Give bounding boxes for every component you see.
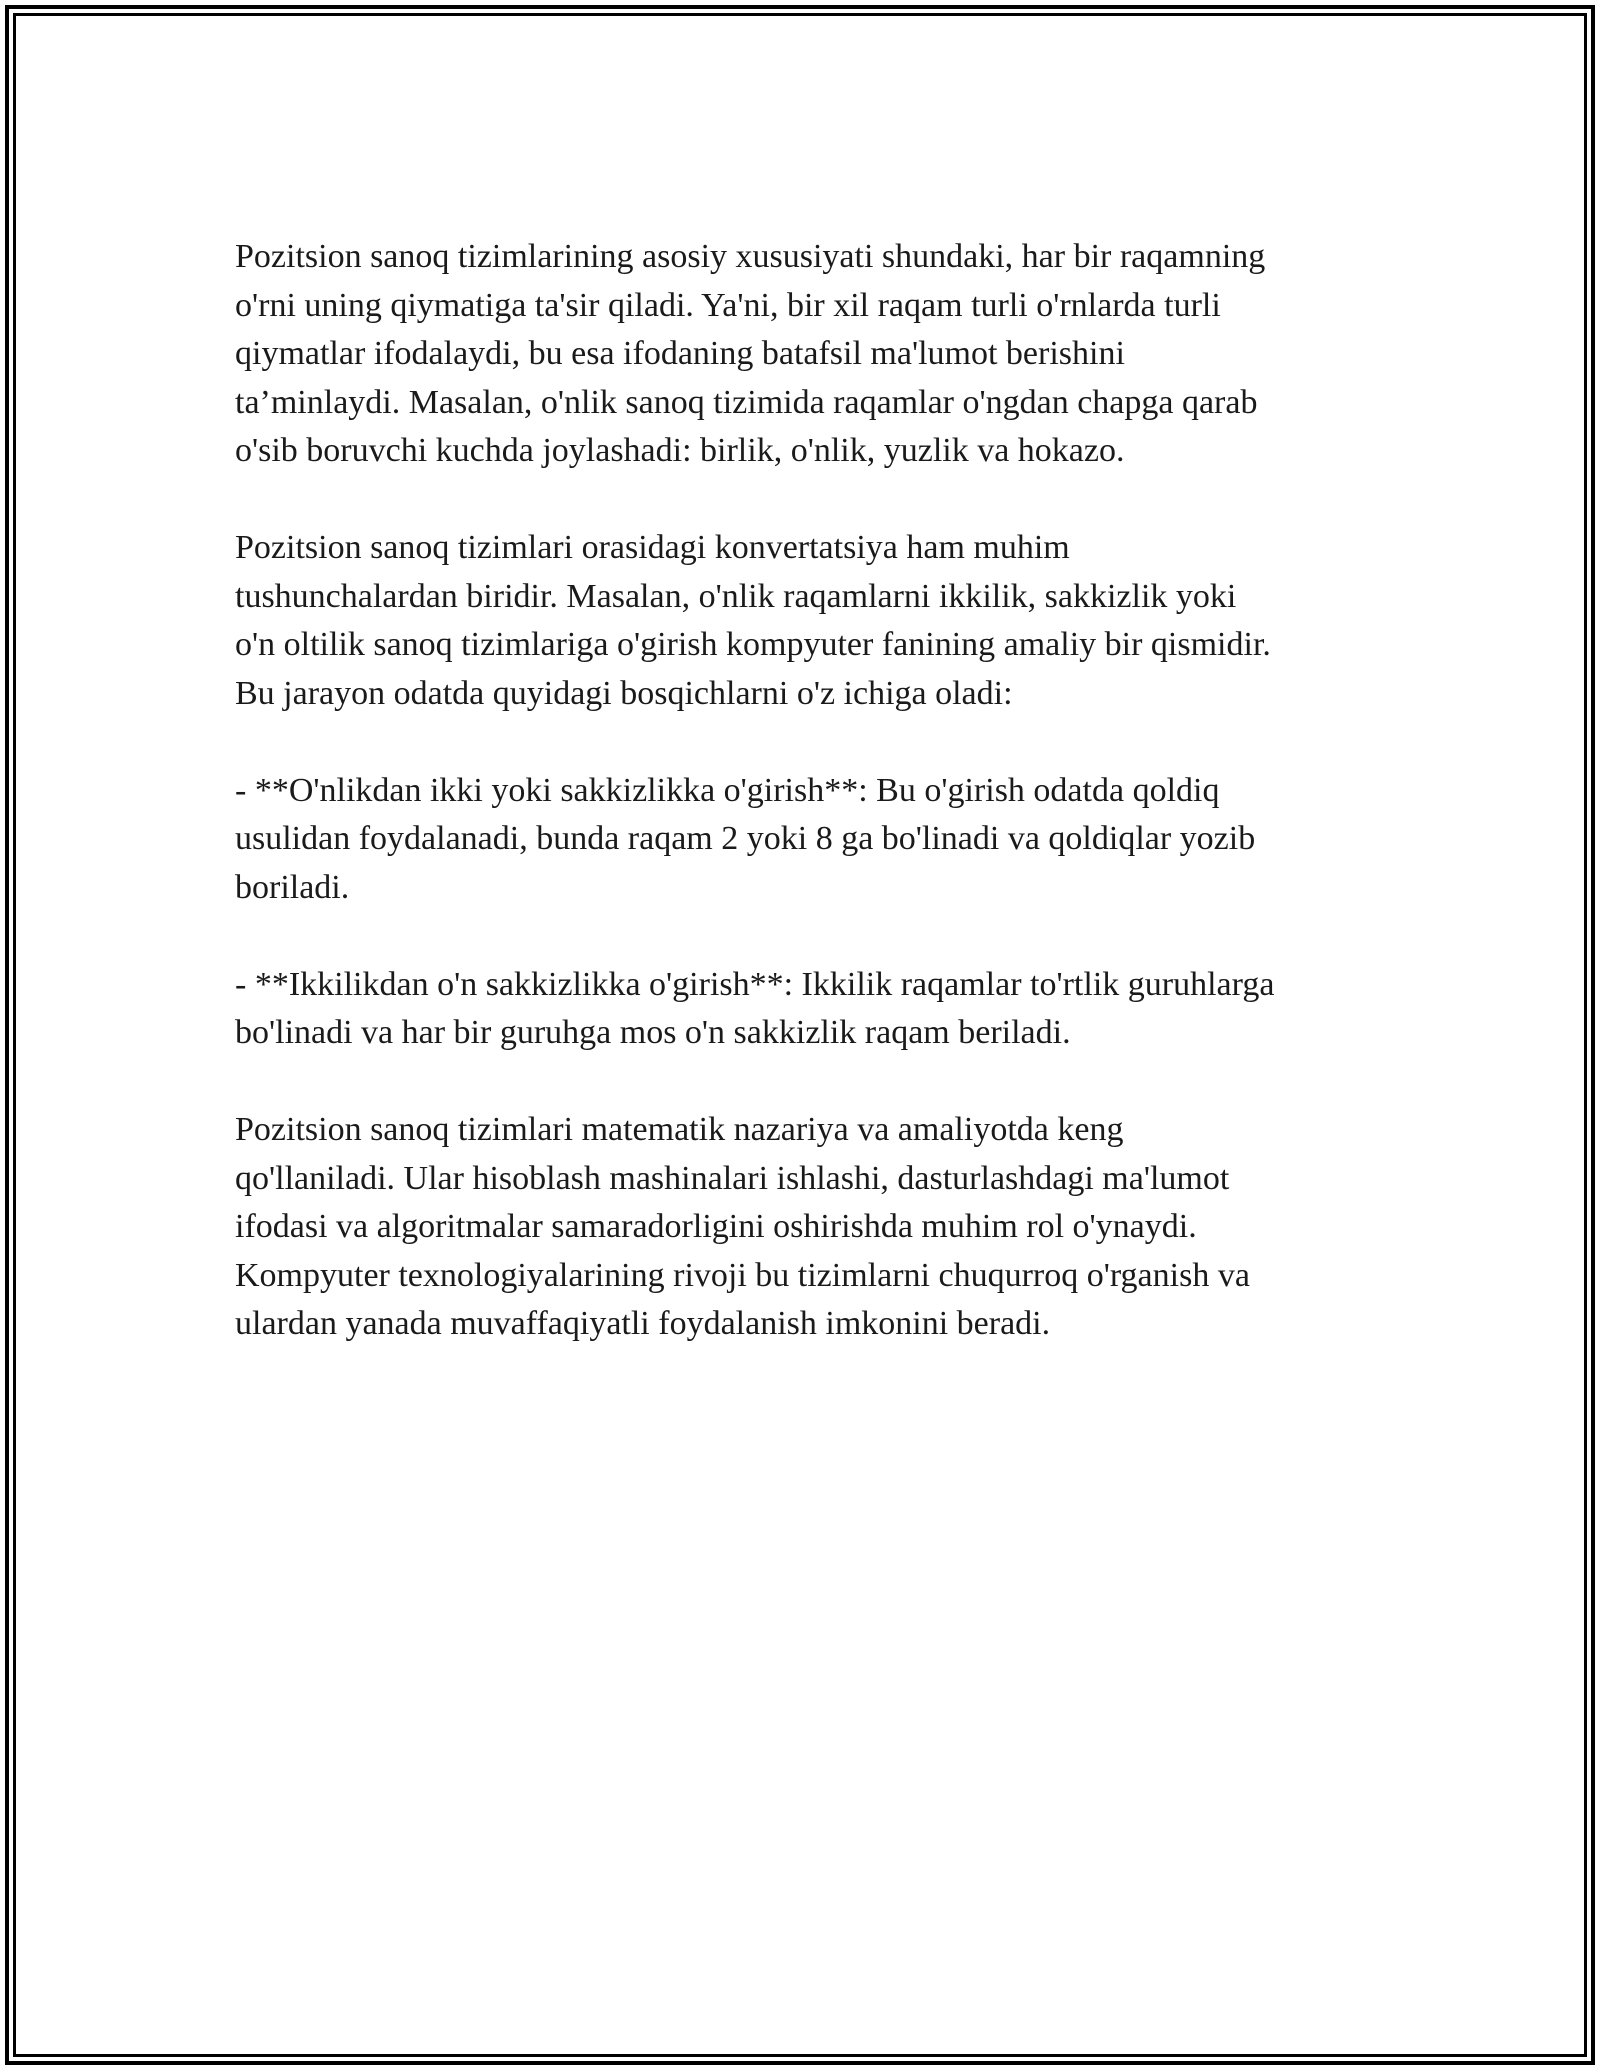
- list-item-decimal-to-binary-octal: - **O'nlikdan ikki yoki sakkizlikka o'girish**: Bu o'girish odatda qoldiq usulidan foydalanadi, bunda raqam 2 yoki 8 ga bo'linadi va qoldiqlar yozib boriladi.: [235, 771, 1256, 906]
- list-item-binary-to-hex: - **Ikkilikdan o'n sakkizlikka o'girish**: Ikkilik raqamlar to'rtlik guruhlarga bo'linadi va har bir guruhga mos o'n sakkizlik raqam beriladi.: [235, 965, 1275, 1051]
- paragraph-conversion-intro: Pozitsion sanoq tizimlari orasidagi konvertatsiya ham muhim tushunchalardan biridir. Masalan, o'nlik raqamlarni ikkilik, sakkizlik yoki o'n oltilik sanoq tizimlariga o'girish kompyuter fanining amaliy bir qismidir. Bu jarayon odatda quyidagi bosqichlarni o'z ichiga oladi:: [235, 529, 1271, 712]
- document-body: [235, 233, 1375, 1397]
- paragraph-positional-property: Pozitsion sanoq tizimlarining asosiy xususiyati shundaki, har bir raqamning o'rni uning qiymatiga ta'sir qiladi. Ya'ni, bir xil raqam turli o'rnlarda turli qiymatlar ifodalaydi, bu esa ifodaning batafsil ma'lumot berishini ta’minlaydi. Masalan, o'nlik sanoq tizimida raqamlar o'ngdan chapga qarab o'sib boruvchi kuchda joylashadi: birlik, o'nlik, yuzlik va hokazo.: [235, 238, 1266, 469]
- paragraph-applications: Pozitsion sanoq tizimlari matematik nazariya va amaliyotda keng qo'llaniladi. Ular hisoblash mashinalari ishlashi, dasturlashdagi ma'lumot ifodasi va algoritmalar samaradorligini oshirishda muhim rol o'ynaydi. Kompyuter texnologiyalarining rivoji bu tizimlarni chuqurroq o'rganish va ulardan yanada muvaffaqiyatli foydalanish imkonini beradi.: [235, 1111, 1250, 1342]
